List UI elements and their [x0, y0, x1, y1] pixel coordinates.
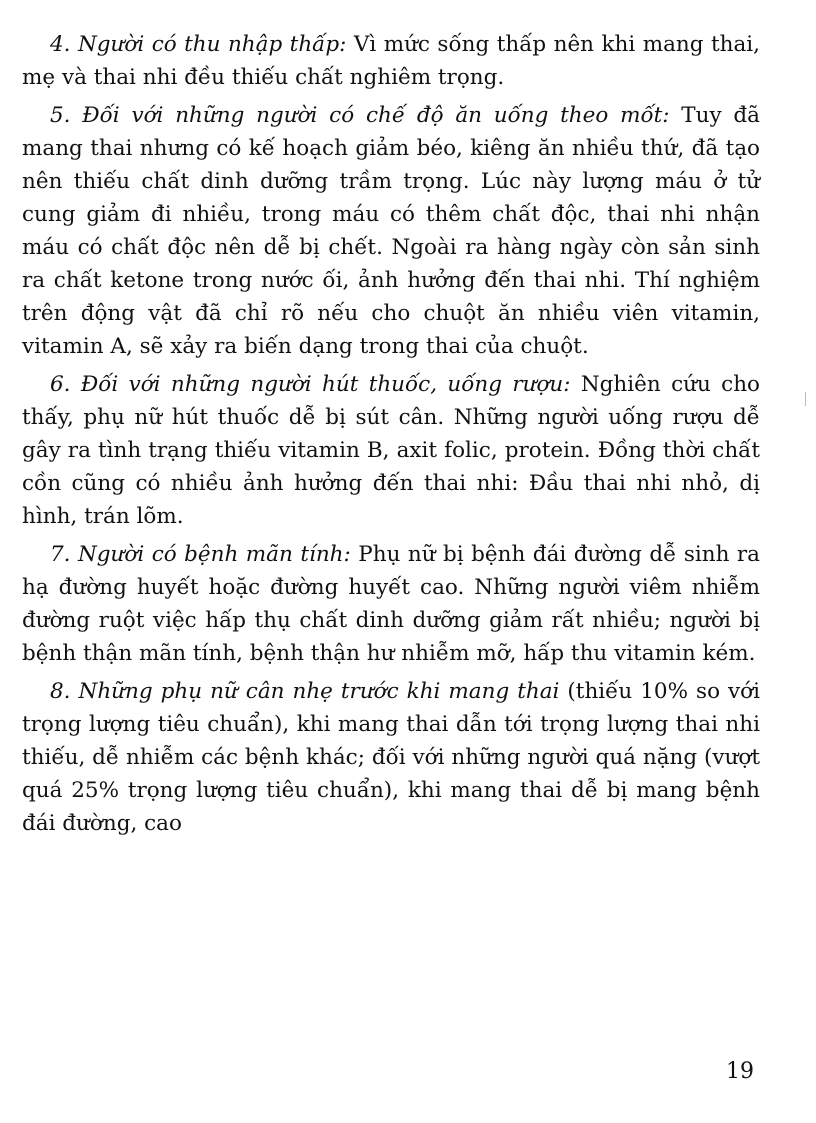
paragraph-text: Phụ nữ bị bệnh đái đường dễ sinh ra hạ đường huyết hoặc đường huyết cao. Những người viêm nhiễm đường ruột việc hấp thụ chất dinh dưỡng giảm rất nhiều; người bị bệnh thận mãn tính, bệnh thận hư nhiễm mỡ, hấp thu vitamin kém.: [22, 542, 760, 666]
paragraph-lead: 6. Đối với những người hút thuốc, uống rượu:: [50, 372, 571, 397]
paragraph-text: Vì mức sống thấp nên khi mang thai, mẹ và thai nhi đều thiếu chất nghiêm trọng.: [22, 32, 760, 90]
paragraph-lead: 8. Những phụ nữ cân nhẹ trước khi mang thai: [50, 679, 560, 704]
paragraph-7: [22, 538, 760, 670]
paragraph-text: (thiếu 10% so với trọng lượng tiêu chuẩn), khi mang thai dẫn tới trọng lượng thai nhi thiếu, dễ nhiễm các bệnh khác; đối với những người quá nặng (vượt quá 25% trọng lượng tiêu chuẩn), khi mang thai dễ bị mang bệnh đái đường, cao: [22, 679, 760, 836]
paragraph-8: [22, 675, 760, 840]
page-number: 19: [726, 1059, 754, 1084]
scan-edge-mark: [805, 392, 806, 406]
paragraph-text: Tuy đã mang thai nhưng có kế hoạch giảm béo, kiêng ăn nhiều thứ, đã tạo nên thiếu chất dinh dưỡng trầm trọng. Lúc này lượng máu ở tử cung giảm đi nhiều, trong máu có thêm chất độc, thai nhi nhận máu có chất độc nên dễ bị chết. Ngoài ra hàng ngày còn sản sinh ra chất ketone trong nước ối, ảnh hưởng đến thai nhi. Thí nghiệm trên động vật đã chỉ rõ nếu cho chuột ăn nhiều viên vitamin, vitamin A, sẽ xảy ra biến dạng trong thai của chuột.: [22, 103, 760, 359]
paragraph-5: [22, 99, 760, 363]
paragraph-4: [22, 28, 760, 94]
paragraph-text: Nghiên cứu cho thấy, phụ nữ hút thuốc dễ bị sút cân. Những người uống rượu dễ gây ra tình trạng thiếu vitamin B, axit folic, protein. Đồng thời chất cồn cũng có nhiều ảnh hưởng đến thai nhi: Đầu thai nhi nhỏ, dị hình, trán lõm.: [22, 372, 760, 529]
paragraph-lead: 4. Người có thu nhập thấp:: [50, 32, 347, 57]
paragraph-lead: 7. Người có bệnh mãn tính:: [50, 542, 351, 567]
paragraph-lead: 5. Đối với những người có chế độ ăn uống theo mốt:: [50, 103, 670, 128]
paragraph-6: [22, 368, 760, 533]
page-body: [22, 28, 760, 845]
